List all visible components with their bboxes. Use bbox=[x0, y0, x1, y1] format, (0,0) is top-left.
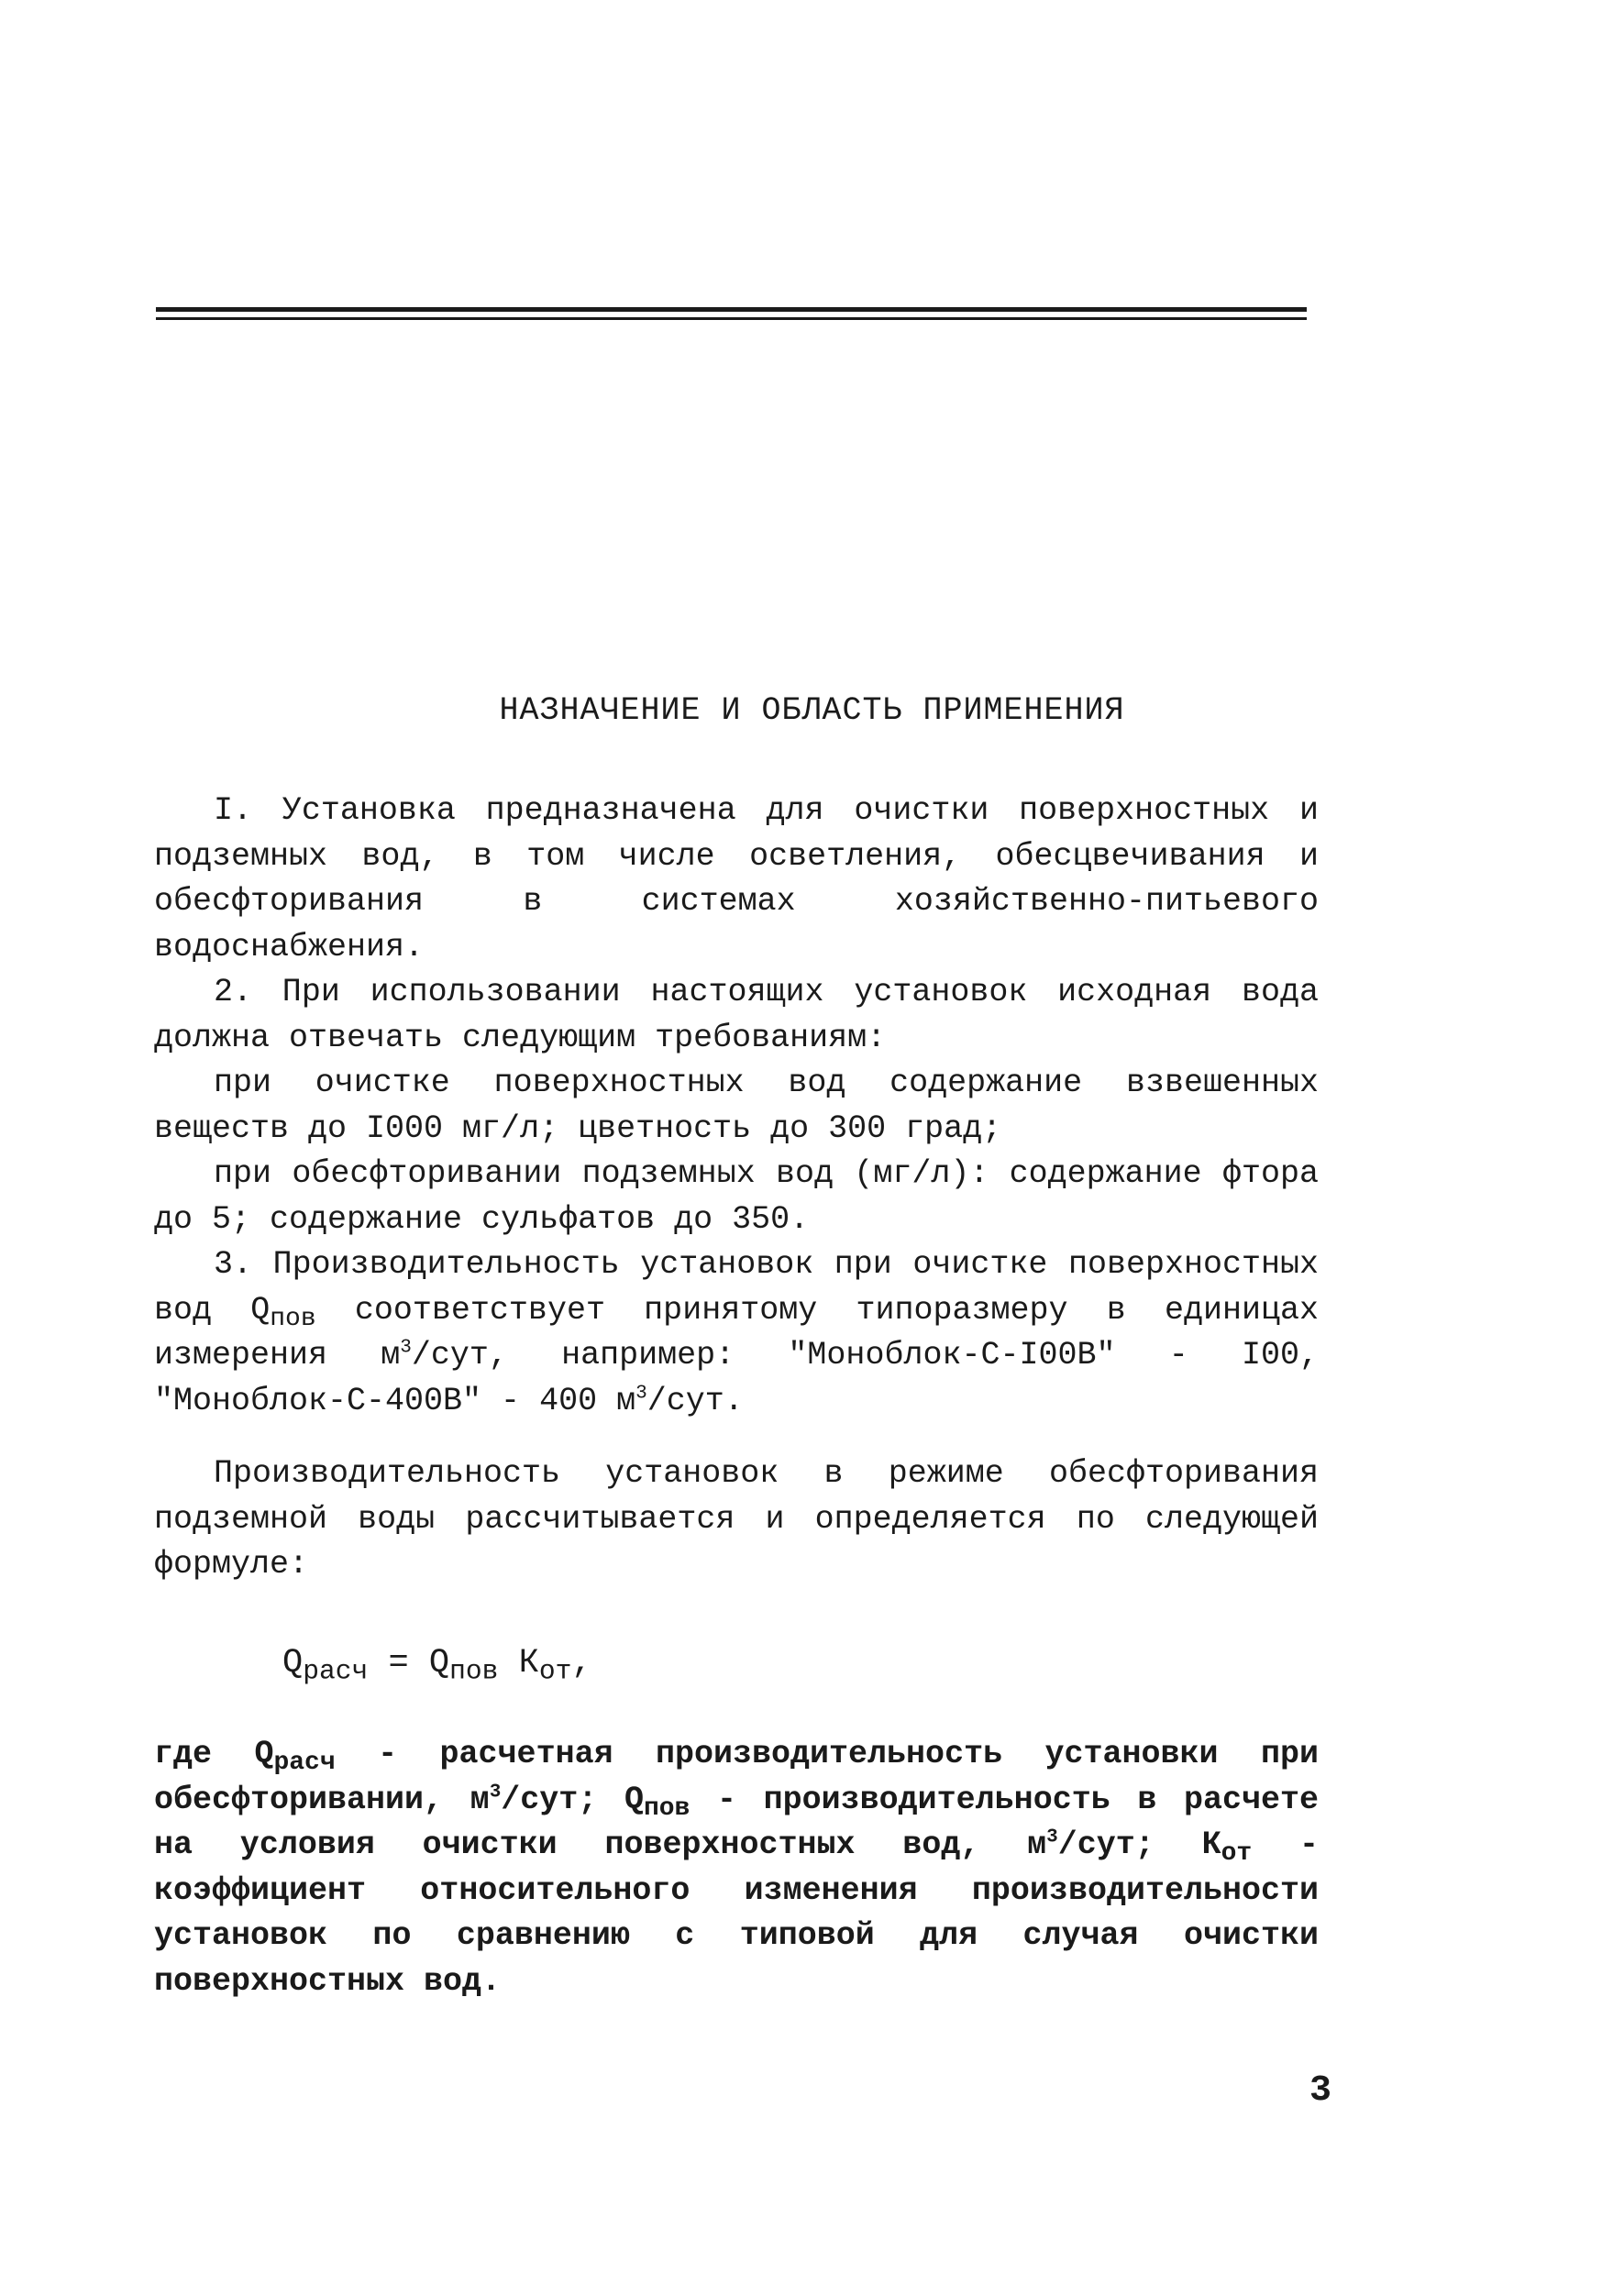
formula-subscript: пов bbox=[449, 1654, 499, 1686]
paragraph-4: при обесфторивании подземных вод (мг/л): содержание фтора до 5; содержание сульфатов до 350. bbox=[154, 1155, 1319, 1238]
paragraph-3: при очистке поверхностных вод содержание взвешенных веществ до I000 мг/л; цветность до 300 град; bbox=[154, 1065, 1319, 1147]
formula-k: К bbox=[498, 1643, 539, 1683]
section-heading: НАЗНАЧЕНИЕ И ОБЛАСТЬ ПРИМЕНЕНИЯ bbox=[499, 692, 1125, 729]
paragraph-6: Производительность установок в режиме обесфторивания подземной воды рассчитывается и определяется по следующей формуле: bbox=[154, 1455, 1319, 1583]
formula-subscript: расч bbox=[303, 1654, 369, 1686]
formula-q: Q bbox=[282, 1643, 304, 1683]
formula-subscript: от bbox=[538, 1654, 572, 1686]
page-number: 3 bbox=[1309, 2070, 1332, 2112]
text-run: - коэффициент относительного изменения производительности установок по сравнению с типовой для случая очистки поверхностных вод. bbox=[154, 1826, 1319, 2000]
header-rule bbox=[156, 307, 1307, 325]
formula-equals: = bbox=[368, 1643, 429, 1683]
header-rule-line bbox=[156, 317, 1307, 320]
paragraph-2: 2. При использовании настоящих установок исходная вода должна отвечать следующим требованиям: bbox=[154, 974, 1319, 1056]
superscript: 3 bbox=[1046, 1826, 1058, 1848]
subscript: пов bbox=[270, 1304, 316, 1333]
subscript: расч bbox=[273, 1749, 336, 1777]
text-run: /сут; Q bbox=[501, 1781, 644, 1818]
superscript: 3 bbox=[400, 1337, 412, 1359]
paragraph-1: I. Установка предназначена для очистки поверхностных и подземных вод, в том числе осветления, обесцвечивания и обесфторивания в системах хозяйственно-питьевого водоснабжения. bbox=[154, 792, 1319, 965]
subscript: пов bbox=[643, 1793, 690, 1823]
paragraph-5 bbox=[154, 1242, 1319, 1424]
text-run: /сут, например: "Моноблок-С-I00В" - I00, "Моноблок-С-400В" - 400 м bbox=[154, 1337, 1319, 1419]
subscript: от bbox=[1221, 1839, 1253, 1868]
superscript: 3 bbox=[635, 1382, 647, 1404]
body-text bbox=[154, 789, 1319, 2004]
paragraph-7 bbox=[154, 1732, 1319, 2004]
text-run: /сут. bbox=[646, 1382, 744, 1419]
formula-end: , bbox=[571, 1643, 592, 1683]
text-run: где Q bbox=[154, 1736, 274, 1772]
text-run: соответствует принятому типоразмеру в единицах измерения м bbox=[154, 1291, 1319, 1374]
text-run: /сут; К bbox=[1057, 1826, 1221, 1863]
formula-q: Q bbox=[428, 1643, 450, 1683]
text-run: - расчетная производительность установки при обесфторивании, м bbox=[154, 1736, 1319, 1818]
text-run: 3. Производительность установок при очистке поверхностных вод Q bbox=[154, 1246, 1319, 1329]
superscript: 3 bbox=[489, 1781, 502, 1803]
header-rule-line bbox=[156, 307, 1307, 312]
text-run: - производительность в расчете на условия очистки поверхностных вод, м bbox=[154, 1781, 1319, 1863]
formula bbox=[154, 1641, 1319, 1687]
